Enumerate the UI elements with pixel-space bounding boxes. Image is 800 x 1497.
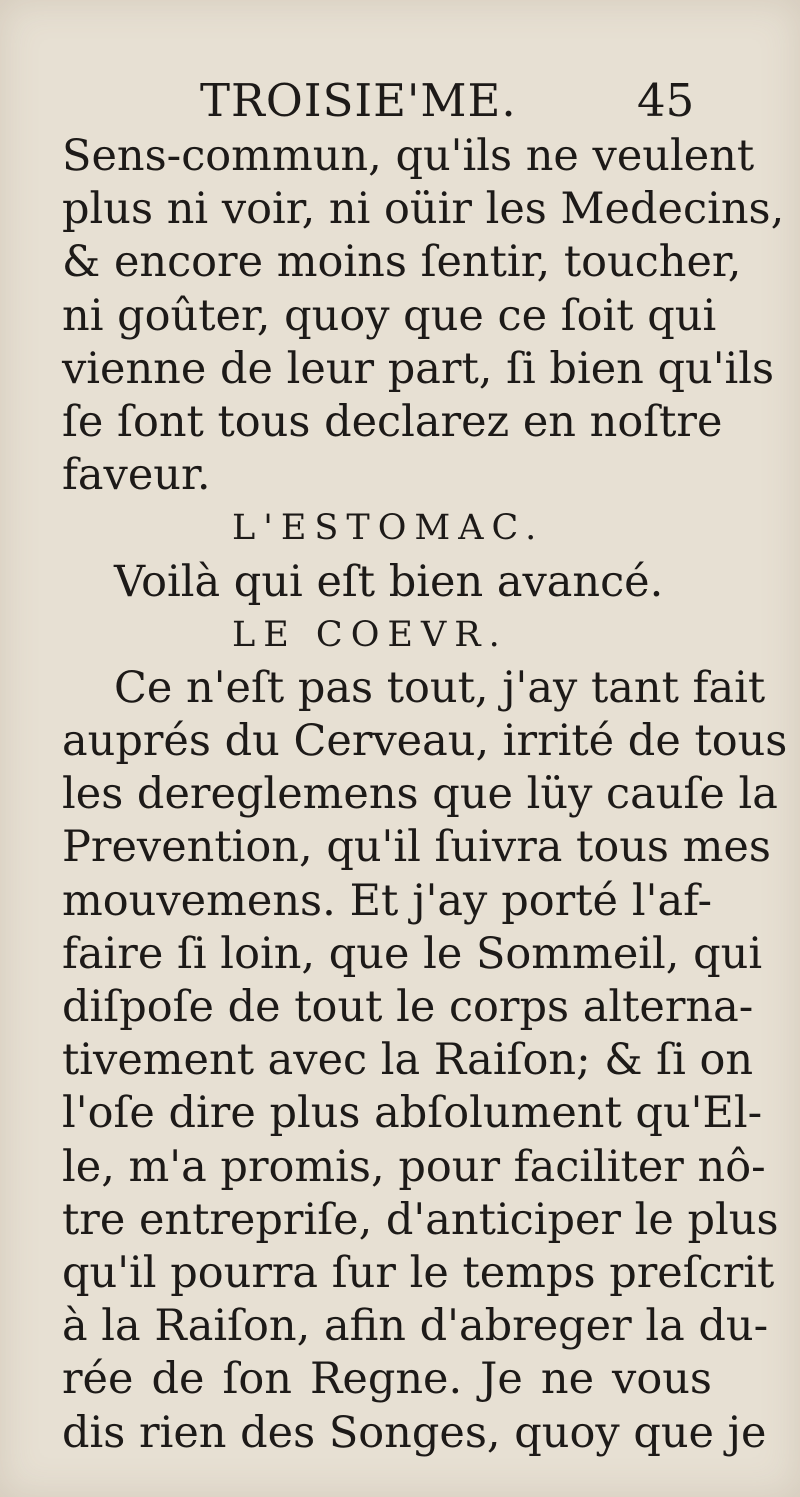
text-line-18: le, m'a promis, pour faciliter nô- bbox=[62, 1141, 766, 1192]
text-line-14: faire ſi loin, que le Sommeil, qui bbox=[62, 928, 763, 979]
text-line-21: à la Raiſon, afin d'abreger la du- bbox=[62, 1301, 769, 1352]
text-line-10: auprés du Cerveau, irrité de tous bbox=[62, 716, 788, 767]
text-line-1: Sens-commun, qu'ils ne veulent bbox=[62, 131, 755, 181]
text-line-2: plus ni voir, ni oüir les Medecins, bbox=[62, 184, 785, 235]
text-line-3: & encore moins ſentir, toucher, bbox=[62, 237, 742, 288]
text-line-19: tre entrepriſe, d'anticiper le plus bbox=[62, 1194, 779, 1245]
text-line-6: ſe ſont tous declarez en noſtre bbox=[62, 396, 723, 447]
text-line-17: l'oſe dire plus abſolument qu'El- bbox=[62, 1088, 763, 1139]
text-line-12: Prevention, qu'il ſuivra tous mes bbox=[62, 822, 771, 873]
text-line-9: Ce n'eſt pas tout, j'ay tant fait bbox=[114, 662, 766, 713]
text-line-8: Voilà qui eſt bien avancé. bbox=[114, 556, 664, 607]
text-line-22: rée de ſon Regne. Je ne vous bbox=[62, 1354, 712, 1405]
text-line-23: dis rien des Songes, quoy que je bbox=[62, 1407, 767, 1458]
running-head: TROISIE'ME. bbox=[200, 74, 517, 127]
text-line-11: les dereglemens que lüy cauſe la bbox=[62, 769, 778, 820]
text-line-5: vienne de leur part, ſi bien qu'ils bbox=[62, 343, 775, 394]
speaker-label-estomac: L'ESTOMAC. bbox=[232, 508, 545, 549]
text-line-15: diſpoſe de tout le corps alterna- bbox=[62, 982, 754, 1032]
text-line-4: ni goûter, quoy que ce ſoit qui bbox=[62, 290, 717, 341]
speaker-label-coeur: LE COEVR. bbox=[232, 614, 508, 655]
text-line-16: tivement avec la Raiſon; & ſi on bbox=[62, 1035, 754, 1086]
text-line-13: mouvemens. Et j'ay porté l'af- bbox=[62, 875, 712, 926]
page-number: 45 bbox=[637, 74, 695, 127]
text-line-20: qu'il pourra ſur le temps preſcrit bbox=[62, 1247, 775, 1298]
text-line-7: faveur. bbox=[62, 450, 211, 501]
page-text bbox=[62, 130, 788, 1460]
